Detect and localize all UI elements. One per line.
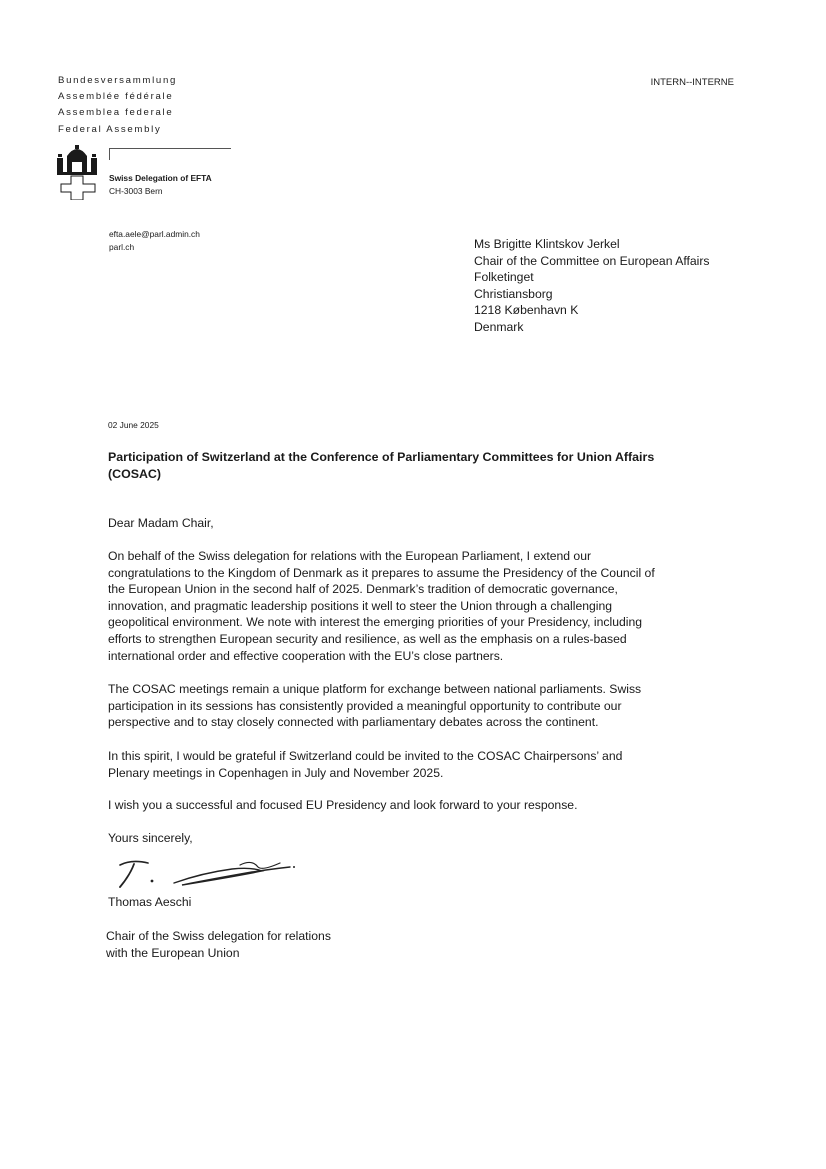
letter-date: 02 June 2025 <box>108 420 159 430</box>
signer-title <box>106 928 331 961</box>
federal-assembly-logo-icon <box>57 144 97 200</box>
assembly-name-fr: Assemblée fédérale <box>58 91 174 103</box>
signer-title-line: Chair of the Swiss delegation for relations <box>106 929 331 943</box>
delegation-city: CH-3003 Bern <box>109 186 163 196</box>
body-paragraph-3 <box>108 748 622 781</box>
body-line: congratulations to the Kingdom of Denmark as it prepares to assume the Presidency of the Council of <box>108 565 655 580</box>
recipient-line: Ms Brigitte Klintskov Jerkel <box>474 237 620 251</box>
body-paragraph-1 <box>108 548 655 664</box>
contact-email: efta.aele@parl.admin.ch <box>109 229 200 239</box>
body-line: participation in its sessions has consistently provided a meaningful opportunity to contribute our <box>108 698 622 713</box>
body-line: international order and effective cooperation with the EU’s close partners. <box>108 648 504 663</box>
assembly-name-de: Bundesversammlung <box>58 75 178 86</box>
closing: Yours sincerely, <box>108 831 193 845</box>
body-line: efforts to strengthen European security and resilience, as well as the emphasis on a rules-based <box>108 631 627 646</box>
recipient-line: 1218 København K <box>474 303 579 317</box>
body-line: In this spirit, I would be grateful if Switzerland could be invited to the COSAC Chairpersons’ and <box>108 749 623 763</box>
body-line: Plenary meetings in Copenhagen in July and November 2025. <box>108 765 444 780</box>
letter-subject: Participation of Switzerland at the Conference of Parliamentary Committees for Union Affairs (COSAC) <box>108 450 655 481</box>
handwritten-signature <box>112 855 302 893</box>
salutation: Dear Madam Chair, <box>108 516 214 530</box>
assembly-name-en: Federal Assembly <box>58 123 162 135</box>
assembly-name-it: Assemblea federale <box>58 107 174 119</box>
body-line: perspective and to stay closely connected with parliamentary debates across the continent. <box>108 715 599 730</box>
letterhead-rule-vertical <box>109 148 110 160</box>
contact-website: parl.ch <box>109 242 135 252</box>
recipient-line: Christiansborg <box>474 286 553 301</box>
signer-title-line: with the European Union <box>106 945 240 960</box>
signer-name: Thomas Aeschi <box>108 895 192 909</box>
recipient-address <box>474 236 710 335</box>
delegation-name: Swiss Delegation of EFTA <box>109 173 212 183</box>
recipient-line: Denmark <box>474 319 524 334</box>
body-line: On behalf of the Swiss delegation for relations with the European Parliament, I extend our <box>108 549 592 563</box>
body-line: The COSAC meetings remain a unique platform for exchange between national parliaments. Swiss <box>108 682 642 696</box>
contact-block <box>109 228 200 254</box>
body-paragraph-2 <box>108 681 641 731</box>
body-line: geopolitical environment. We note with interest the emerging priorities of your Presidency, including <box>108 615 643 630</box>
recipient-line: Chair of the Committee on European Affairs <box>474 253 710 268</box>
body-line: the European Union in the second half of 2025. Denmark’s tradition of democratic governance, <box>108 582 618 597</box>
letterhead-rule-horizontal <box>109 148 231 149</box>
body-line: innovation, and pragmatic leadership positions it well to steer the Union through a challenging <box>108 598 613 613</box>
body-line: I wish you a successful and focused EU Presidency and look forward to your response. <box>108 798 578 812</box>
recipient-line: Folketinget <box>474 270 534 284</box>
assembly-names <box>58 73 177 138</box>
classification-label: INTERN--INTERNE <box>650 77 734 88</box>
body-paragraph-4 <box>108 797 577 814</box>
